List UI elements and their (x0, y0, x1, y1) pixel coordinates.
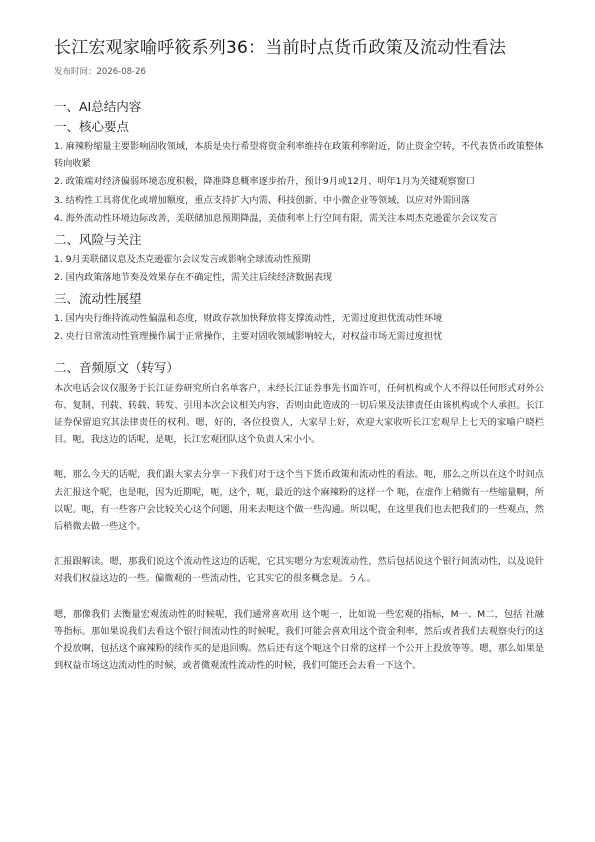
transcript-heading: 二、音频原文（转写） (54, 359, 180, 375)
transcript-paragraph: 汇报跟解读。嗯，那我们说这个流动性这边的话呢，它其实嗯分为宏观流动性，然后包括说这个银行间流动性，以及说针对我们权益这边的一些。偏微观的一些流动性，它其实它的很多概念是。うん。 (54, 556, 544, 585)
list-item: 1. 9月美联储议息及杰克逊霍尔会议发言或影响全球流动性预期 (54, 253, 311, 265)
core-points-list (54, 139, 544, 228)
list-item: 2. 国内政策落地节奏及效果存在不确定性，需关注后续经济数据表现 (54, 272, 333, 283)
document-page (54, 36, 544, 692)
outlook-list (54, 311, 544, 346)
transcript-paragraph: 嗯，那像我们 去衡量宏观流动性的时候呢，我们通常喜欢用 这个呃一，比如说一些宏观的指标，M一、M二，包括 社融等指标。那如果说我们去看这个银行间流动性的时候呢，我们可能会喜欢用这个资金利率，然后或者我们去观察央行的这个投放啊，包括这个麻辣粉的续作买的是退回购。然后还有这个呃这个日常的这样一个公开上投放等等。嗯，那么如果是到权益市场这边流动性的时候，或者微观流性流动性的时候，我们可能还会去看一下这个。 (54, 608, 544, 672)
list-item: 3. 结构性工具将优化或增加额度，重点支持扩大内需、科技创新、中小微企业等领域，以应对外需回落 (54, 194, 470, 206)
list-item: 1. 麻辣粉缩量主要影响固收领域，本质是央行希望将资金利率维持在政策利率附近，防止资金空转，不代表货币政策整体转向收紧 (54, 141, 544, 169)
document-title: 长江宏观家喻呼筱系列36：当前时点货币政策及流动性看法 (54, 38, 507, 58)
transcript-paragraph: 呃，那么今天的话呢，我们跟大家去分享一下我们对于这个当下货币政策和流动性的看法。呃，那么之所以在这个时间点去汇报这个呢，也是呃，因为近期呢，呃，这个，呃，最近的这个麻辣粉的这样一个 呃，在虚作上稍微有一些缩量啊，所以呢。呃，有一些客户会比较关心这个问题，用来去呃这个做一些沟通。所以呢，在这里我们也去把我们的一些观点，然后稍微去做一些这个。 (54, 469, 544, 532)
list-item: 2. 政策端对经济偏弱环境态度积极，降准降息概率逐步抬升，预计9月或12月、明年1月为关键观察窗口 (54, 176, 475, 187)
outlook-heading: 三、流动性展望 (54, 290, 142, 306)
publish-date: 发布时间：2026-08-26 (54, 67, 146, 77)
transcript-body (54, 380, 544, 675)
ai-summary-heading: 一、AI总结内容 (54, 99, 142, 114)
risks-list (54, 252, 544, 287)
list-item: 2. 央行日常流动性管理操作属于正常操作，主要对固收领域影响较大，对权益市场无需过度担忧 (54, 331, 443, 342)
risks-heading: 二、风险与关注 (54, 231, 142, 247)
core-points-heading: 一、核心要点 (54, 119, 130, 134)
list-item: 1. 国内央行维持流动性偏温和态度，财政存款加快释放将支撑流动性，无需过度担忧流动性环境 (54, 312, 443, 324)
list-item: 4. 海外流动性环境边际改善，美联储加息预期降温，美债利率上行空间有限，需关注本周杰克逊霍尔会议发言 (54, 213, 498, 224)
transcript-paragraph: 本次电话会议仅服务于长江证券研究所白名单客户，未经长江证券事先书面许可，任何机构或个人不得以任何形式对外公布、复制、刊载、转载、转发、引用本次会议相关内容，否则由此造成的一切后果及法律责任由该机构或个人承担。长江证券保留追究其法律责任的权利。嗯，好的，各位投资人，大家早上好，欢迎大家收听长江宏观早上七天的家喻户晓栏目。呃，我这边的话呢，是呃，长江宏观团队这个负责人宋小小。 (54, 382, 544, 446)
